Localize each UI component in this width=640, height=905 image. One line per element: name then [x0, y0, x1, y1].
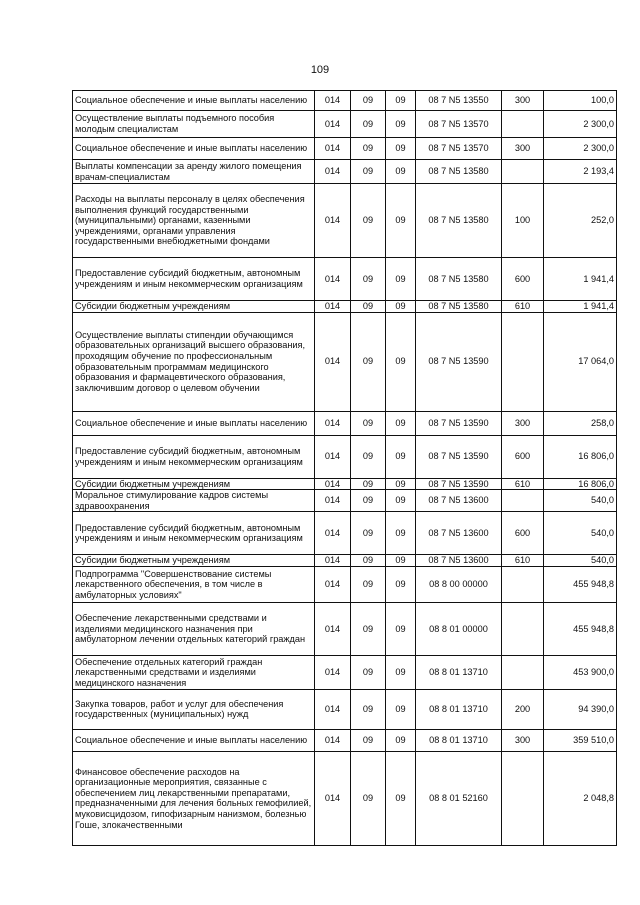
- section-code: 09: [351, 751, 386, 845]
- subsection-code: 09: [386, 751, 416, 845]
- row-name: Субсидии бюджетным учреждениям: [73, 555, 315, 567]
- ministry-code: 014: [315, 138, 351, 160]
- section-code: 09: [351, 490, 386, 512]
- table-row: [73, 566, 617, 602]
- section-code: 09: [351, 478, 386, 490]
- ministry-code: 014: [315, 184, 351, 258]
- row-name: Осуществление выплаты подъемного пособия молодым специалистам: [73, 111, 315, 138]
- subsection-code: 09: [386, 312, 416, 411]
- subsection-code: 09: [386, 301, 416, 313]
- amount: 94 390,0: [544, 689, 617, 729]
- amount: 2 300,0: [544, 111, 617, 138]
- row-name: Предоставление субсидий бюджетным, автономным учреждениям и иным некоммерческим организациям: [73, 512, 315, 555]
- table-row: [73, 184, 617, 258]
- table-row: [73, 478, 617, 490]
- subsection-code: 09: [386, 91, 416, 111]
- subsection-code: 09: [386, 138, 416, 160]
- row-name: Предоставление субсидий бюджетным, автономным учреждениям и иным некоммерческим организациям: [73, 258, 315, 301]
- subsection-code: 09: [386, 478, 416, 490]
- subsection-code: 09: [386, 602, 416, 655]
- row-name: Обеспечение отдельных категорий граждан лекарственными средствами и изделиями медицинского назначения: [73, 655, 315, 689]
- expense-type-code: [502, 160, 544, 184]
- row-name: Обеспечение лекарственными средствами и изделиями медицинского назначения при амбулаторном лечении отдельных категорий граждан: [73, 602, 315, 655]
- target-article-code: 08 7 N5 13570: [416, 138, 502, 160]
- row-name: Социальное обеспечение и иные выплаты населению: [73, 411, 315, 435]
- row-name: Выплаты компенсации за аренду жилого помещения врачам-специалистам: [73, 160, 315, 184]
- section-code: 09: [351, 729, 386, 751]
- section-code: 09: [351, 512, 386, 555]
- expense-type-code: 100: [502, 184, 544, 258]
- subsection-code: 09: [386, 258, 416, 301]
- ministry-code: 014: [315, 312, 351, 411]
- section-code: 09: [351, 91, 386, 111]
- expense-type-code: [502, 655, 544, 689]
- table-row: [73, 655, 617, 689]
- table-row: [73, 751, 617, 845]
- amount: 2 300,0: [544, 138, 617, 160]
- row-name: Расходы на выплаты персоналу в целях обеспечения выполнения функций государственными (муниципальными) органами, казенными учреждениями, органами управления государственными внебюджетными фондами: [73, 184, 315, 258]
- table-row: [73, 160, 617, 184]
- ministry-code: 014: [315, 91, 351, 111]
- ministry-code: 014: [315, 555, 351, 567]
- expense-type-code: 600: [502, 512, 544, 555]
- table-row: [73, 512, 617, 555]
- section-code: 09: [351, 312, 386, 411]
- amount: 540,0: [544, 555, 617, 567]
- subsection-code: 09: [386, 655, 416, 689]
- expense-type-code: 300: [502, 91, 544, 111]
- amount: 258,0: [544, 411, 617, 435]
- target-article-code: 08 8 01 13710: [416, 729, 502, 751]
- row-name: Субсидии бюджетным учреждениям: [73, 478, 315, 490]
- target-article-code: 08 7 N5 13580: [416, 184, 502, 258]
- row-name: Социальное обеспечение и иные выплаты населению: [73, 138, 315, 160]
- amount: 2 193,4: [544, 160, 617, 184]
- section-code: 09: [351, 258, 386, 301]
- amount: 455 948,8: [544, 566, 617, 602]
- expense-type-code: [502, 490, 544, 512]
- ministry-code: 014: [315, 411, 351, 435]
- target-article-code: 08 7 N5 13590: [416, 478, 502, 490]
- amount: 1 941,4: [544, 258, 617, 301]
- expense-type-code: 610: [502, 478, 544, 490]
- section-code: 09: [351, 435, 386, 478]
- row-name: Осуществление выплаты стипендии обучающимся образовательных организаций высшего образования, проходящим обучение по профессиональным образовательным программам медицинского образования и фармацевтического образования, заключившим договор о целевом обучении: [73, 312, 315, 411]
- ministry-code: 014: [315, 435, 351, 478]
- amount: 100,0: [544, 91, 617, 111]
- target-article-code: 08 8 01 13710: [416, 689, 502, 729]
- row-name: Моральное стимулирование кадров системы здравоохранения: [73, 490, 315, 512]
- target-article-code: 08 7 N5 13600: [416, 512, 502, 555]
- table-row: [73, 689, 617, 729]
- target-article-code: 08 7 N5 13590: [416, 411, 502, 435]
- ministry-code: 014: [315, 655, 351, 689]
- ministry-code: 014: [315, 751, 351, 845]
- table-row: [73, 111, 617, 138]
- amount: 455 948,8: [544, 602, 617, 655]
- subsection-code: 09: [386, 729, 416, 751]
- row-name: Социальное обеспечение и иные выплаты населению: [73, 91, 315, 111]
- amount: 2 048,8: [544, 751, 617, 845]
- amount: 16 806,0: [544, 478, 617, 490]
- table-body: [73, 91, 617, 846]
- ministry-code: 014: [315, 689, 351, 729]
- expense-type-code: 300: [502, 411, 544, 435]
- row-name: Закупка товаров, работ и услуг для обеспечения государственных (муниципальных) нужд: [73, 689, 315, 729]
- target-article-code: 08 8 01 52160: [416, 751, 502, 845]
- budget-table: [72, 90, 617, 846]
- amount: 252,0: [544, 184, 617, 258]
- page-number: 109: [310, 64, 330, 76]
- table-row: [73, 138, 617, 160]
- ministry-code: 014: [315, 566, 351, 602]
- expense-type-code: [502, 751, 544, 845]
- amount: 1 941,4: [544, 301, 617, 313]
- expense-type-code: [502, 111, 544, 138]
- subsection-code: 09: [386, 184, 416, 258]
- target-article-code: 08 7 N5 13600: [416, 555, 502, 567]
- ministry-code: 014: [315, 490, 351, 512]
- target-article-code: 08 8 01 00000: [416, 602, 502, 655]
- row-name: Субсидии бюджетным учреждениям: [73, 301, 315, 313]
- table-row: [73, 411, 617, 435]
- target-article-code: 08 7 N5 13590: [416, 435, 502, 478]
- ministry-code: 014: [315, 301, 351, 313]
- expense-type-code: [502, 602, 544, 655]
- subsection-code: 09: [386, 435, 416, 478]
- target-article-code: 08 7 N5 13570: [416, 111, 502, 138]
- target-article-code: 08 7 N5 13550: [416, 91, 502, 111]
- table-row: [73, 301, 617, 313]
- section-code: 09: [351, 138, 386, 160]
- table-row: [73, 490, 617, 512]
- subsection-code: 09: [386, 689, 416, 729]
- ministry-code: 014: [315, 111, 351, 138]
- ministry-code: 014: [315, 602, 351, 655]
- table-row: [73, 91, 617, 111]
- amount: 359 510,0: [544, 729, 617, 751]
- amount: 17 064,0: [544, 312, 617, 411]
- section-code: 09: [351, 184, 386, 258]
- expense-type-code: 600: [502, 258, 544, 301]
- target-article-code: 08 8 01 13710: [416, 655, 502, 689]
- row-name: Подпрограмма "Совершенствование системы лекарственного обеспечения, в том числе в амбулаторных условиях": [73, 566, 315, 602]
- section-code: 09: [351, 111, 386, 138]
- section-code: 09: [351, 689, 386, 729]
- expense-type-code: 600: [502, 435, 544, 478]
- ministry-code: 014: [315, 160, 351, 184]
- table-row: [73, 312, 617, 411]
- ministry-code: 014: [315, 478, 351, 490]
- subsection-code: 09: [386, 411, 416, 435]
- expense-type-code: 300: [502, 138, 544, 160]
- expense-type-code: 610: [502, 555, 544, 567]
- section-code: 09: [351, 655, 386, 689]
- amount: 540,0: [544, 512, 617, 555]
- table-row: [73, 435, 617, 478]
- subsection-code: 09: [386, 566, 416, 602]
- row-name: Социальное обеспечение и иные выплаты населению: [73, 729, 315, 751]
- amount: 16 806,0: [544, 435, 617, 478]
- section-code: 09: [351, 566, 386, 602]
- target-article-code: 08 7 N5 13600: [416, 490, 502, 512]
- ministry-code: 014: [315, 258, 351, 301]
- amount: 540,0: [544, 490, 617, 512]
- expense-type-code: [502, 312, 544, 411]
- section-code: 09: [351, 602, 386, 655]
- target-article-code: 08 7 N5 13580: [416, 160, 502, 184]
- subsection-code: 09: [386, 555, 416, 567]
- amount: 453 900,0: [544, 655, 617, 689]
- expense-type-code: 200: [502, 689, 544, 729]
- ministry-code: 014: [315, 729, 351, 751]
- target-article-code: 08 7 N5 13590: [416, 312, 502, 411]
- row-name: Финансовое обеспечение расходов на организационные мероприятия, связанные с обеспечением лиц лекарственными препаратами, предназначенными для лечения больных гемофилией, муковисцидозом, гипофизарным нанизмом, болезнью Гоше, злокачественными: [73, 751, 315, 845]
- subsection-code: 09: [386, 490, 416, 512]
- table-row: [73, 602, 617, 655]
- section-code: 09: [351, 301, 386, 313]
- table-row: [73, 258, 617, 301]
- target-article-code: 08 8 00 00000: [416, 566, 502, 602]
- expense-type-code: 300: [502, 729, 544, 751]
- section-code: 09: [351, 160, 386, 184]
- table-row: [73, 555, 617, 567]
- subsection-code: 09: [386, 160, 416, 184]
- row-name: Предоставление субсидий бюджетным, автономным учреждениям и иным некоммерческим организациям: [73, 435, 315, 478]
- section-code: 09: [351, 411, 386, 435]
- expense-type-code: [502, 566, 544, 602]
- target-article-code: 08 7 N5 13580: [416, 258, 502, 301]
- section-code: 09: [351, 555, 386, 567]
- target-article-code: 08 7 N5 13580: [416, 301, 502, 313]
- expense-type-code: 610: [502, 301, 544, 313]
- subsection-code: 09: [386, 512, 416, 555]
- table-row: [73, 729, 617, 751]
- ministry-code: 014: [315, 512, 351, 555]
- subsection-code: 09: [386, 111, 416, 138]
